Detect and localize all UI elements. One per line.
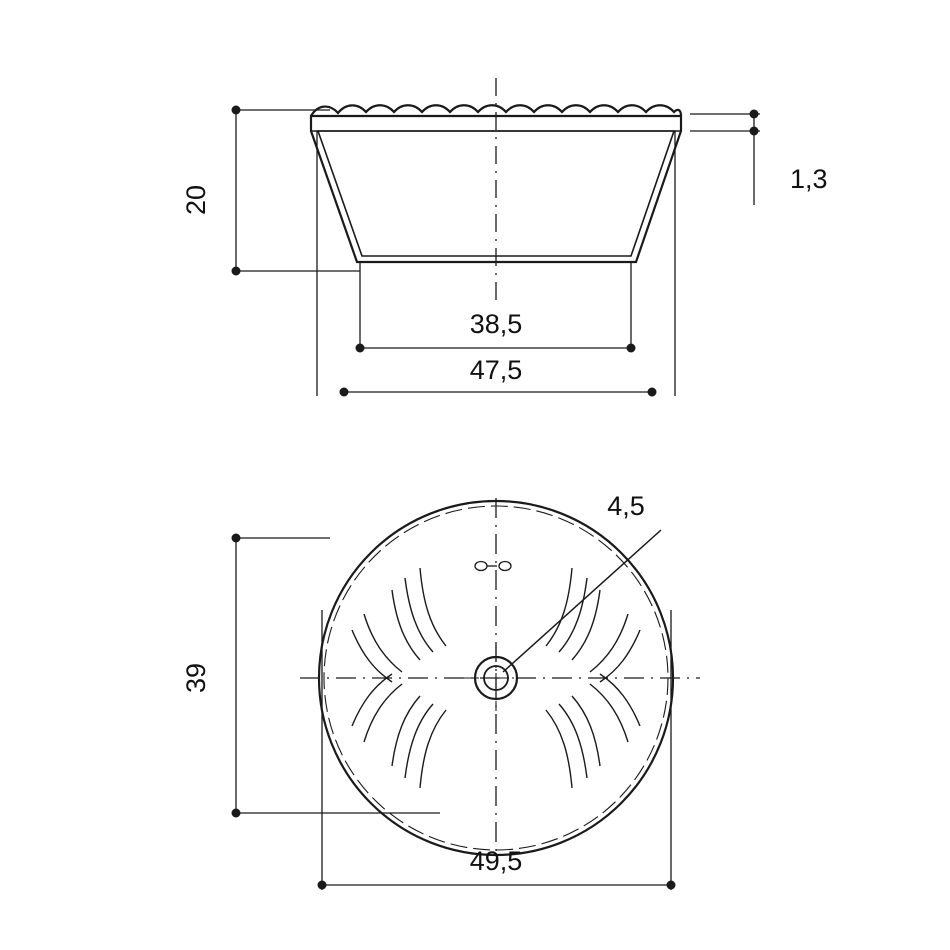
leader-line-center-hole: [503, 530, 661, 672]
side-section-view: [181, 78, 828, 397]
dim-label-inner-width: 38,5: [469, 309, 523, 339]
top-view: [181, 491, 700, 890]
dim-dot-outer-diameter-right: [667, 881, 676, 890]
dim-dot-outer-diameter-left: [318, 881, 327, 890]
dim-label-inner-diameter: 39: [181, 662, 211, 694]
capsule-top-marking: [475, 562, 511, 571]
dim-label-thickness: 1,3: [790, 164, 828, 194]
dim-dot-outer-width-left: [340, 388, 349, 397]
dim-dot-inner-width-right: [627, 344, 636, 353]
dim-label-outer-diameter: 49,5: [469, 846, 523, 876]
dim-dot-inner-width-left: [356, 344, 365, 353]
dim-dot-height-bottom: [232, 267, 241, 276]
dim-dot-inner-diameter-top: [232, 534, 241, 543]
dim-label-outer-width: 47,5: [469, 355, 523, 385]
dim-label-height: 20: [181, 184, 211, 216]
dim-label-center-hole: 4,5: [607, 491, 645, 521]
dim-dot-inner-diameter-bottom: [232, 809, 241, 818]
dim-dot-thickness-top: [750, 110, 759, 119]
dim-dot-height-top: [232, 106, 241, 115]
dim-dot-thickness-bottom: [750, 127, 759, 136]
dim-dot-outer-width-right: [648, 388, 657, 397]
